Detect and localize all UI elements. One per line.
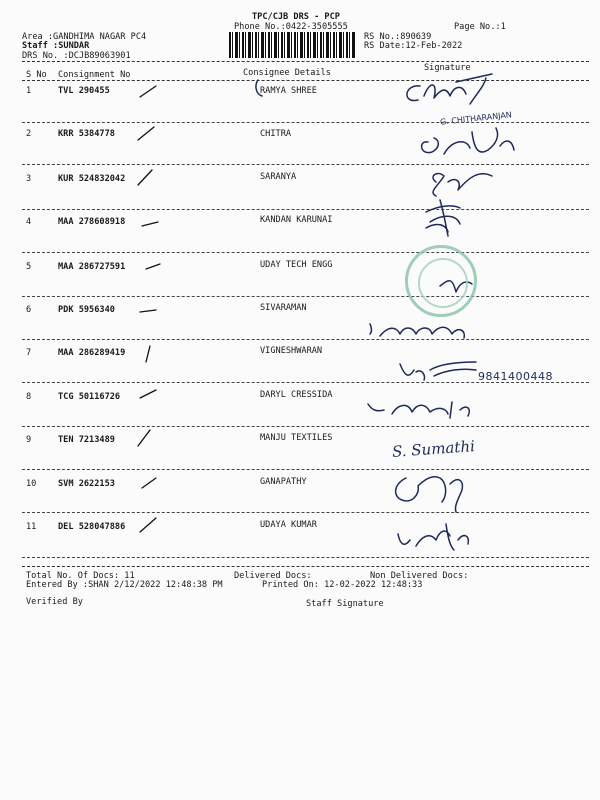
row-consignment: MAA 286289419	[58, 348, 126, 358]
signature	[256, 80, 262, 96]
row-consignee: SARANYA	[260, 172, 297, 182]
page-number: Page No.:1	[454, 22, 506, 32]
row-consignment: TVL 290455	[58, 86, 110, 96]
row-consignee: GANAPATHY	[260, 477, 307, 487]
col-header-signature: Signature	[424, 63, 471, 73]
row-sno: 1	[26, 86, 32, 96]
drs-number: DRS No. :DCJB89063901	[22, 51, 131, 61]
total-docs: Total No. Of Docs: 11	[26, 571, 135, 581]
row-consignee: SIVARAMAN	[260, 303, 307, 313]
row-consignment: KRR 5384778	[58, 129, 115, 139]
row-consignee: UDAYA KUMAR	[260, 520, 317, 530]
sheet-title: TPC/CJB DRS - PCP	[252, 12, 340, 22]
row-sno: 4	[26, 217, 32, 227]
row-consignment: SVM 2622153	[58, 479, 115, 489]
row-consignee: DARYL CRESSIDA	[260, 390, 333, 400]
row-sno: 5	[26, 262, 32, 272]
signature	[396, 477, 463, 512]
row-sno: 9	[26, 435, 32, 445]
delivery-stamp	[405, 245, 477, 317]
staff-signature: Staff Signature	[306, 599, 384, 609]
signature	[398, 524, 468, 550]
row-sno: 3	[26, 174, 32, 184]
signature	[422, 128, 514, 154]
row-consignment: DEL 528047886	[58, 522, 126, 532]
row-consignment: MAA 286727591	[58, 262, 126, 272]
row-sno: 8	[26, 392, 32, 402]
col-header-sno: S No	[26, 70, 47, 80]
signature	[400, 362, 476, 380]
area-label: Area :GANDHIMA NAGAR PC4	[22, 32, 147, 42]
row-sno: 10	[26, 479, 37, 489]
row-consignee: MANJU TEXTILES	[260, 433, 333, 443]
row-consignee: VIGNESHWARAN	[260, 346, 323, 356]
signature	[407, 74, 492, 104]
row-consignee: KANDAN KARUNAI	[260, 215, 333, 225]
non-delivered-docs: Non Delivered Docs:	[370, 571, 469, 581]
row-sno: 7	[26, 348, 32, 358]
printed-on: Printed On: 12-02-2022 12:48:33	[262, 580, 423, 590]
phone-number: Phone No.:0422-3505555	[234, 22, 348, 32]
row-consignee: CHITRA	[260, 129, 292, 139]
signature-print-name: G. CHITHARANJAN	[439, 110, 513, 127]
signature-phone-number: 9841400448	[478, 370, 553, 383]
col-header-consignee: Consignee Details	[243, 68, 331, 78]
row-consignee: UDAY TECH ENGG	[260, 260, 333, 270]
row-sno: 2	[26, 129, 32, 139]
entered-by: Entered By :SHAN 2/12/2022 12:48:38 PM	[26, 580, 223, 590]
delivered-docs: Delivered Docs:	[234, 571, 312, 581]
staff-label: Staff :SUNDAR	[22, 41, 90, 51]
rs-number: RS No.:890639	[364, 32, 432, 42]
signature	[368, 402, 469, 418]
row-consignment: TEN 7213489	[58, 435, 115, 445]
row-consignment: TCG 50116726	[58, 392, 121, 402]
row-consignment: PDK 5956340	[58, 305, 115, 315]
verified-by: Verified By	[26, 597, 83, 607]
row-sno: 11	[26, 522, 37, 532]
row-sno: 6	[26, 305, 32, 315]
signature-handwritten-name: S. Sumathi	[391, 437, 476, 461]
footer-top-rule	[22, 566, 589, 567]
row-consignee: RAMYA SHREE	[260, 86, 317, 96]
row-consignment: MAA 278608918	[58, 217, 126, 227]
col-header-consignment: Consignment No	[58, 70, 131, 80]
signature	[426, 174, 492, 224]
signature	[370, 324, 464, 338]
rs-date: RS Date:12-Feb-2022	[364, 41, 463, 51]
row-consignment: KUR 524832042	[58, 174, 126, 184]
